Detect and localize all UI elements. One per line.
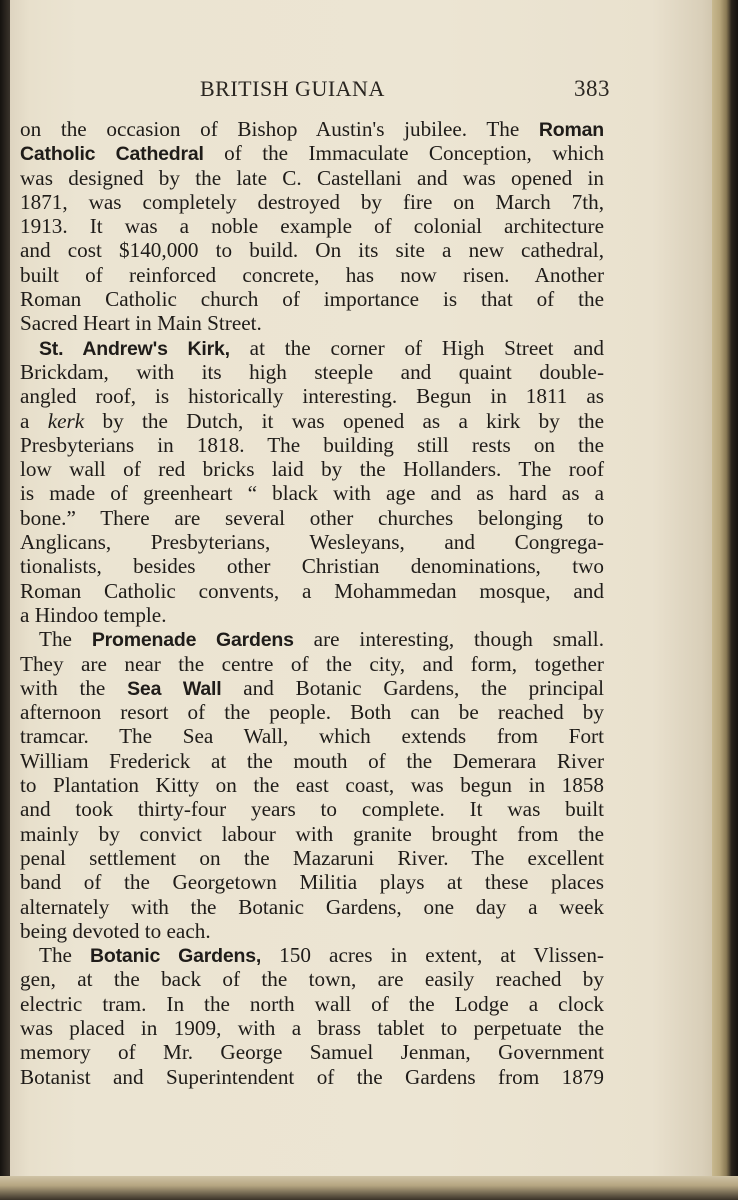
text-line: bone.” There are several other churches belonging to	[20, 505, 604, 530]
text-line: tionalists, besides other Christian denominations, two	[20, 554, 604, 579]
text-line: electric tram. In the north wall of the Lodge a clock	[20, 991, 604, 1016]
text-line: The Promenade Gardens are interesting, though small.	[39, 627, 604, 652]
text-line: alternately with the Botanic Gardens, one day a week	[20, 894, 604, 919]
text-line: 1871, was completely destroyed by fire on March 7th,	[20, 189, 604, 214]
text-line: on the occasion of Bishop Austin's jubilee. The Roman	[20, 117, 604, 141]
text-line: afternoon resort of the people. Both can be reached by	[20, 700, 604, 725]
text-line: with the Sea Wall and Botanic Gardens, the principal	[20, 675, 604, 700]
text-line: to Plantation Kitty on the east coast, was begun in 1858	[20, 773, 604, 798]
book-spine-shadow	[0, 0, 10, 1200]
text-line: Sacred Heart in Main Street.	[20, 311, 262, 336]
text-line: Roman Catholic church of importance is that of the	[20, 287, 604, 312]
text-line: was designed by the late C. Castellani and was opened in	[20, 165, 604, 190]
text-line: Botanist and Superintendent of the Gardens from 1879	[20, 1064, 604, 1089]
text-line: band of the Georgetown Militia plays at these places	[20, 870, 604, 895]
text-line: The Botanic Gardens, 150 acres in extent, at Vlissen-	[39, 943, 604, 968]
text-line: Brickdam, with its high steeple and quaint double-	[20, 359, 604, 384]
bold-heading: Sea Wall	[127, 677, 222, 700]
bold-heading: Catholic Cathedral	[20, 143, 204, 166]
text-line: They are near the centre of the city, and form, together	[20, 651, 604, 676]
italic-term: kerk	[47, 408, 85, 433]
bold-heading: St. Andrew's Kirk,	[39, 337, 230, 360]
text-line: being devoted to each.	[20, 918, 211, 943]
text-line: Catholic Cathedral of the Immaculate Conception, which	[20, 141, 604, 166]
text-line: 1913. It was a noble example of colonial architecture	[20, 214, 604, 239]
text-line: and took thirty-four years to complete. It was built	[20, 797, 604, 822]
text-line: a kerk by the Dutch, it was opened as a kirk by the	[20, 408, 605, 433]
text-line: penal settlement on the Mazaruni River. The excellent	[20, 845, 604, 870]
bold-heading: Roman	[538, 119, 604, 141]
text-line: Anglicans, Presbyterians, Wesleyans, and Congrega-	[20, 530, 604, 555]
text-line: was placed in 1909, with a brass tablet to perpetuate the	[20, 1015, 604, 1040]
text-line: gen, at the back of the town, are easily reached by	[20, 967, 604, 992]
text-line: is made of greenheart “ black with age and as hard as a	[20, 481, 604, 506]
bold-heading: Botanic Gardens,	[90, 945, 262, 968]
text-line: tramcar. The Sea Wall, which extends from Fort	[20, 724, 604, 749]
text-line: a Hindoo temple.	[20, 602, 167, 627]
running-head-title: BRITISH GUIANA	[200, 76, 385, 101]
text-line: low wall of red bricks laid by the Hollanders. The roof	[20, 457, 604, 482]
text-line: and cost $140,000 to build. On its site a new cathedral,	[20, 238, 604, 263]
page-edge-bottom	[0, 1176, 738, 1200]
bold-heading: Promenade Gardens	[91, 629, 294, 652]
page-number: 383	[574, 76, 610, 101]
page-edge-right	[712, 0, 738, 1200]
text-line: angled roof, is historically interesting. Begun in 1811 as	[20, 384, 604, 409]
text-line: Roman Catholic convents, a Mohammedan mosque, and	[20, 578, 604, 603]
running-header	[20, 76, 610, 106]
body-text	[20, 117, 604, 1089]
text-line: William Frederick at the mouth of the Demerara River	[20, 748, 604, 773]
text-line: Presbyterians in 1818. The building still rests on the	[20, 432, 604, 457]
text-line: mainly by convict labour with granite brought from the	[20, 821, 604, 846]
text-line: St. Andrew's Kirk, at the corner of High Street and	[39, 335, 604, 360]
text-line: memory of Mr. George Samuel Jenman, Government	[20, 1040, 604, 1065]
text-line: built of reinforced concrete, has now risen. Another	[20, 262, 604, 287]
